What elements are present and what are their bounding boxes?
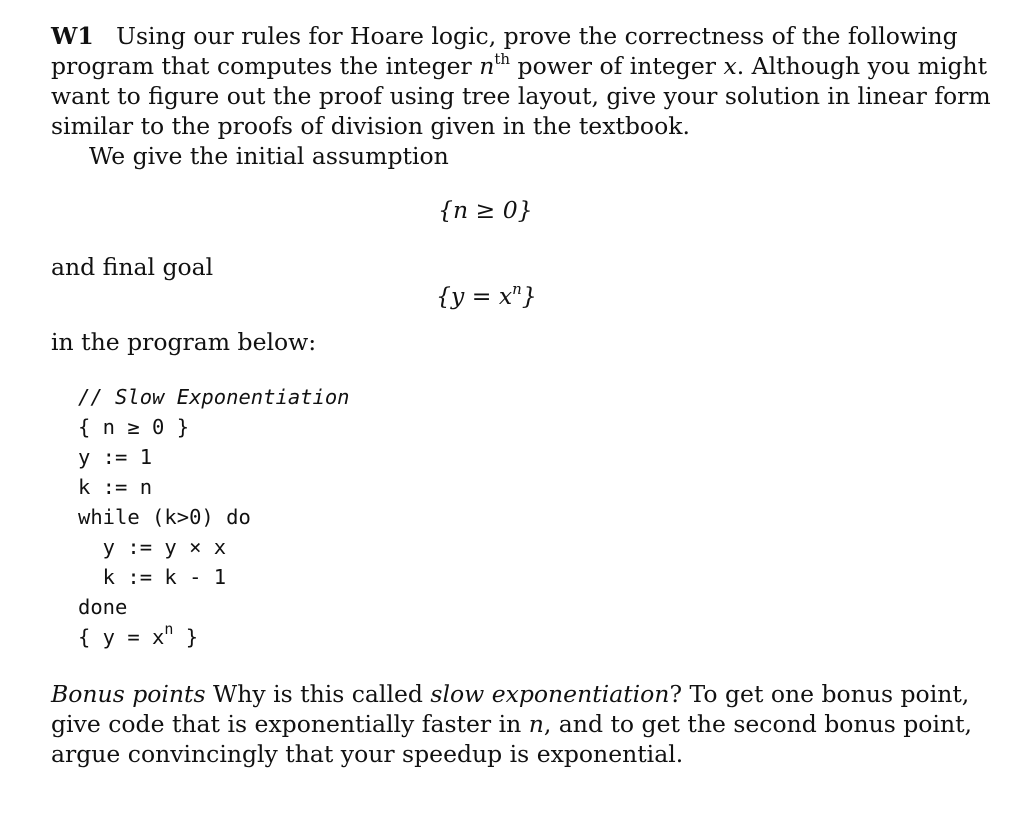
program-intro: in the program below: — [51, 328, 317, 356]
post-superscript: n — [164, 620, 174, 638]
bonus-line-2 — [51, 710, 972, 738]
final-goal — [436, 282, 537, 310]
problem-line-1 — [51, 22, 958, 50]
math-n: n — [479, 52, 495, 80]
code-line-5: k := k - 1 — [78, 565, 227, 589]
post-close: } — [173, 625, 199, 649]
goal-superscript: n — [512, 280, 522, 298]
bonus-slow-exp: slow exponentiation — [430, 680, 670, 708]
goal-intro: and final goal — [51, 253, 214, 281]
intro-text-2b: power of integer — [510, 52, 724, 80]
code-line-3: while (k>0) do — [78, 505, 251, 529]
superscript-th: th — [494, 50, 511, 68]
goal-math-part: {y = x — [436, 282, 513, 310]
assumption-intro: We give the initial assumption — [89, 142, 449, 170]
code-line-4: y := y × x — [78, 535, 227, 559]
code-precondition: { n ≥ 0 } — [78, 415, 190, 439]
bonus-text-1b: ? To get one bonus point, — [669, 680, 970, 708]
problem-line-4: similar to the proofs of division given in the textbook. — [51, 112, 690, 140]
problem-line-2 — [51, 52, 987, 80]
bonus-math-n: n — [528, 710, 544, 738]
intro-text-2c: . Although you might — [736, 52, 988, 80]
bonus-text-2a: give code that is exponentially faster in — [51, 710, 529, 738]
bonus-text-1a: Why is this called — [205, 680, 431, 708]
code-line-2: k := n — [78, 475, 153, 499]
problem-line-3: want to figure out the proof using tree layout, give your solution in linear form — [51, 82, 991, 110]
problem-label: W1 — [51, 22, 94, 50]
bonus-line-3: argue convincingly that your speedup is exponential. — [51, 740, 684, 768]
initial-assumption: {n ≥ 0} — [438, 196, 533, 224]
bonus-text-2b: , and to get the second bonus point, — [543, 710, 973, 738]
code-postcondition — [78, 620, 199, 649]
goal-math-close: } — [521, 282, 537, 310]
code-line-6: done — [78, 595, 128, 619]
intro-text-1: Using our rules for Hoare logic, prove the correctness of the following — [116, 22, 958, 50]
post-part: { y = x — [78, 625, 165, 649]
code-line-1: y := 1 — [78, 445, 153, 469]
bonus-line-1 — [51, 680, 969, 708]
intro-text-2a: program that computes the integer — [51, 52, 480, 80]
code-comment: // Slow Exponentiation — [78, 385, 350, 409]
math-x: x — [723, 52, 737, 80]
bonus-label: Bonus points — [51, 680, 206, 708]
